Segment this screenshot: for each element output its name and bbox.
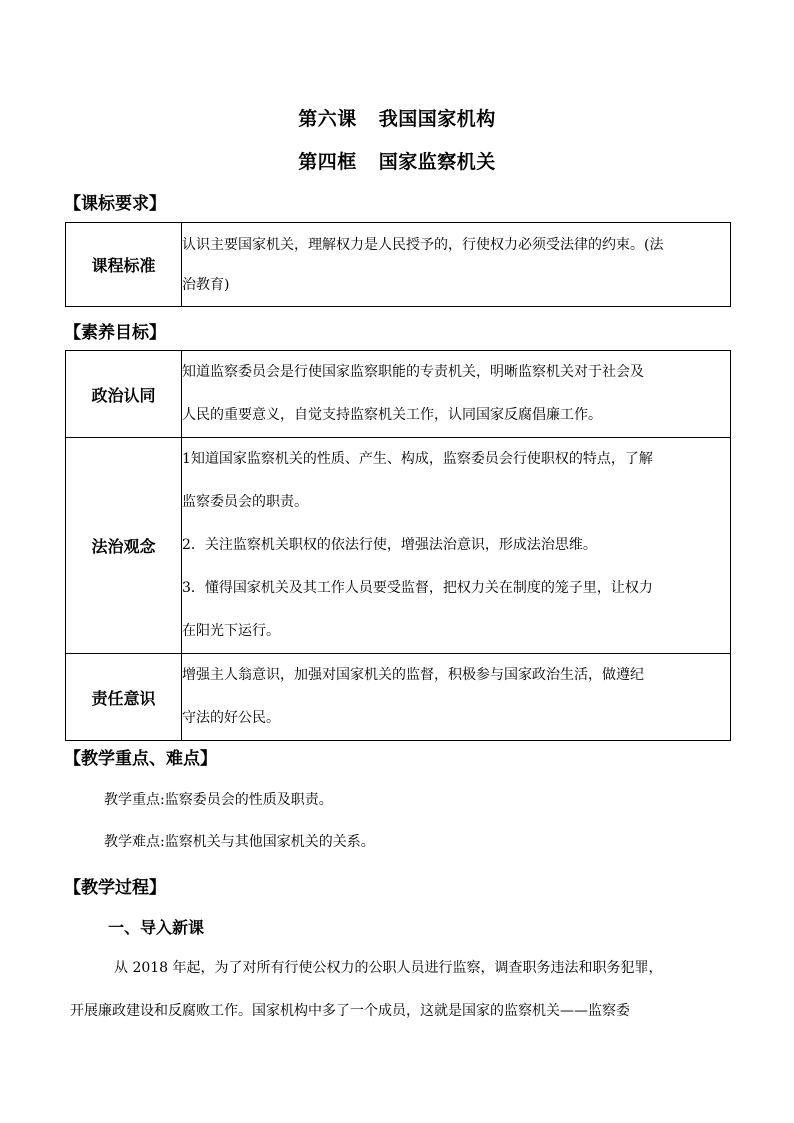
frame-number: 第四框 (298, 151, 357, 173)
section-key-points: 【教学重点、难点】 (64, 749, 217, 769)
standards-table (65, 222, 731, 307)
row-head: 责任意识 (66, 654, 182, 741)
body-line: 认识主要国家机关，理解权力是人民授予的，行使权力必须受法律的约束。(法 (182, 236, 664, 253)
row-head: 法治观念 (66, 438, 182, 654)
row-head: 课程标准 (66, 223, 182, 307)
frame-subject: 国家监察机关 (378, 151, 496, 173)
section-process: 【教学过程】 (64, 878, 166, 898)
body-line: 1知道国家监察机关的性质、产生、构成，监察委员会行使职权的特点，了解 (182, 451, 653, 467)
paragraph-line: 从 2018 年起，为了对所有行使公权力的公职人员进行监察，调查职务违法和职务犯罪， (114, 960, 663, 976)
body-line: 人民的重要意义，自觉支持监察机关工作，认同国家反腐倡廉工作。 (182, 407, 602, 423)
body-line: 在阳光下运行。 (182, 623, 280, 639)
body-line: 增强主人翁意识，加强对国家机关的监督，积极参与国家政治生活，做遵纪 (182, 667, 644, 683)
body-line: 监察委员会的职责。 (182, 494, 308, 510)
lesson-number: 第六课 (298, 108, 357, 130)
intro-paragraph (70, 947, 730, 1033)
lesson-subject: 我国国家机构 (378, 108, 496, 130)
body-line: 治教育) (182, 276, 230, 293)
table-row (66, 223, 731, 307)
body-line: 2．关注监察机关职权的依法行使，增强法治意识，形成法治思维。 (182, 537, 597, 553)
row-head: 政治认同 (66, 351, 182, 438)
section-standards: 【课标要求】 (64, 194, 166, 214)
paragraph-line: 开展廉政建设和反腐败工作。国家机构中多了一个成员，这就是国家的监察机关——监察委 (70, 1003, 630, 1019)
row-body (182, 223, 731, 307)
body-line: 守法的好公民。 (182, 710, 280, 726)
row-body (182, 351, 731, 438)
lesson-title (0, 104, 794, 131)
teaching-difficulty: 教学难点:监察机关与其他国家机关的关系。 (104, 834, 375, 850)
table-row (66, 351, 731, 438)
frame-title (0, 147, 794, 174)
section-literacy: 【素养目标】 (64, 323, 166, 343)
table-row (66, 654, 731, 741)
row-body (182, 654, 731, 741)
body-line: 3．懂得国家机关及其工作人员要受监督，把权力关在制度的笼子里，让权力 (182, 580, 653, 596)
row-body (182, 438, 731, 654)
literacy-table (65, 350, 731, 741)
process-subheading: 一、导入新课 (108, 918, 205, 937)
table-row (66, 438, 731, 654)
teaching-focus: 教学重点:监察委员会的性质及职责。 (104, 792, 333, 808)
body-line: 知道监察委员会是行使国家监察职能的专责机关，明晰监察机关对于社会及 (182, 364, 644, 380)
